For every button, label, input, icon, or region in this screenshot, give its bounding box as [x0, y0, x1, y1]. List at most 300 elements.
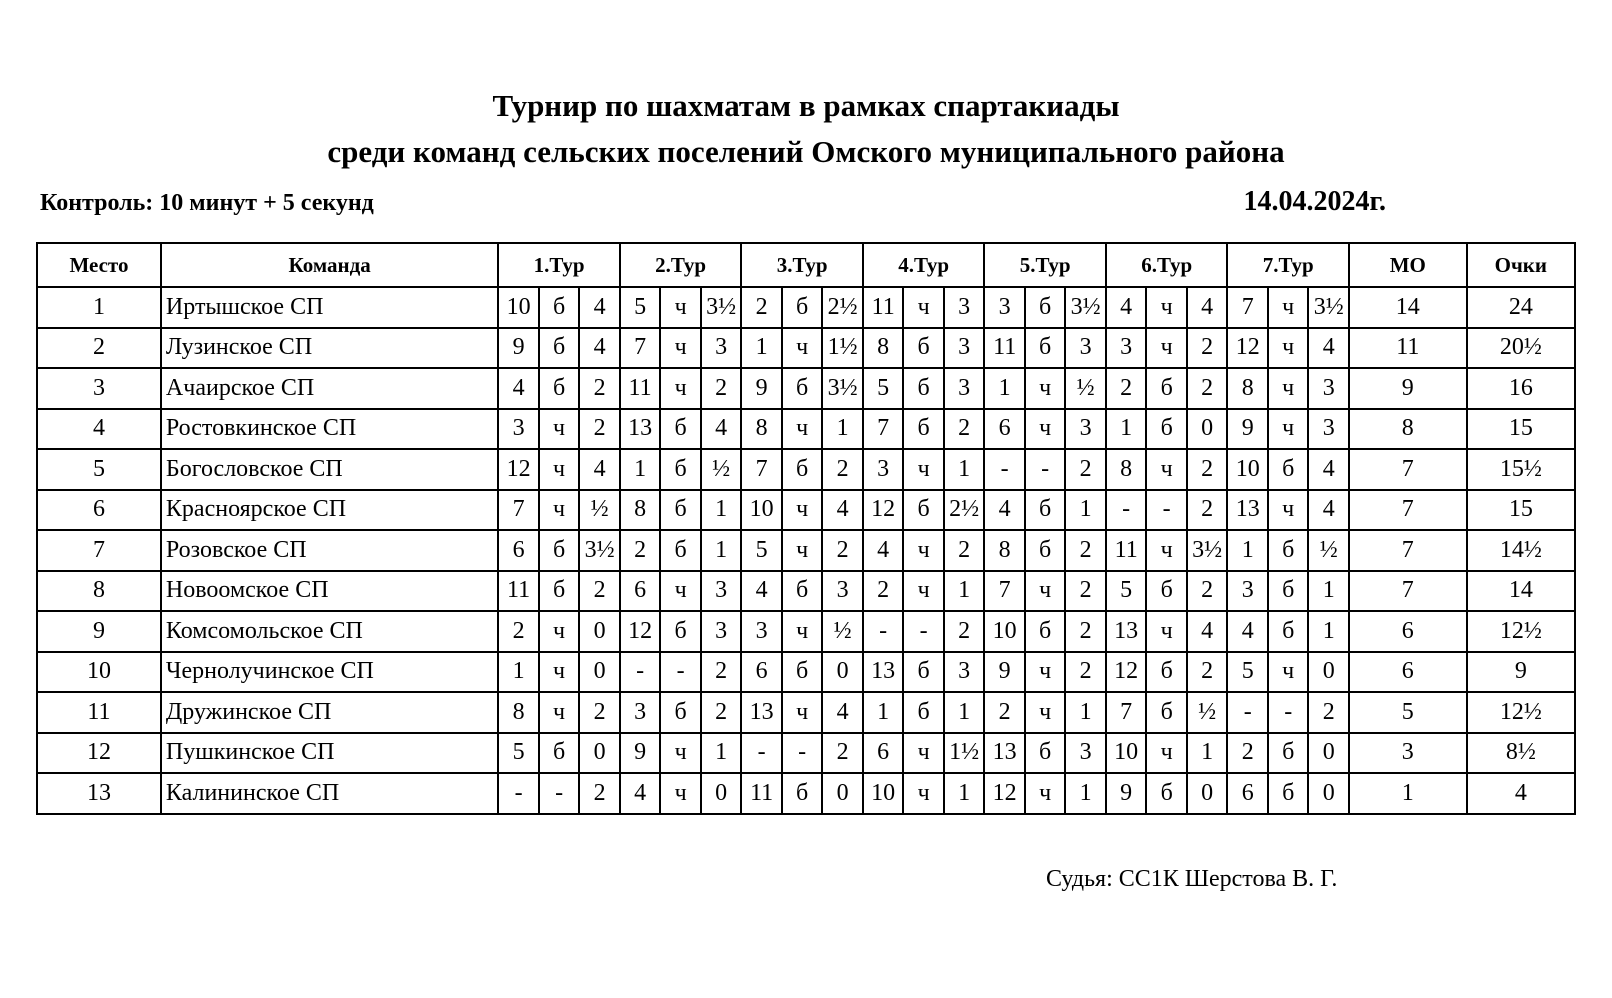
- round-5-color-cell: ч: [1025, 692, 1066, 733]
- round-7-opponent-cell: 1: [1227, 530, 1268, 571]
- round-2-opponent-cell: 1: [620, 449, 661, 490]
- round-2-color-cell: б: [660, 692, 701, 733]
- place-cell: 12: [37, 733, 161, 774]
- round-6-score-cell: 2: [1187, 449, 1228, 490]
- standings-table: [36, 242, 1576, 815]
- mo-cell: 11: [1349, 328, 1467, 369]
- round-6-opponent-cell: 7: [1106, 692, 1147, 733]
- team-name-cell: Калининское СП: [161, 773, 498, 814]
- round-7-color-cell: б: [1268, 571, 1309, 612]
- col-team-header: Команда: [161, 243, 498, 287]
- round-3-color-cell: ч: [782, 409, 823, 450]
- round-6-opponent-cell: 3: [1106, 328, 1147, 369]
- round-5-color-cell: б: [1025, 530, 1066, 571]
- round-1-opponent-cell: 7: [498, 490, 539, 531]
- round-7-color-cell: б: [1268, 611, 1309, 652]
- round-4-color-cell: б: [903, 328, 944, 369]
- round-7-opponent-cell: 9: [1227, 409, 1268, 450]
- round-6-score-cell: ½: [1187, 692, 1228, 733]
- round-3-score-cell: 1½: [822, 328, 863, 369]
- round-3-opponent-cell: 8: [741, 409, 782, 450]
- round-1-color-cell: б: [539, 287, 580, 328]
- time-control: Контроль: 10 минут + 5 секунд: [40, 190, 374, 216]
- round-3-opponent-cell: 7: [741, 449, 782, 490]
- round-7-color-cell: б: [1268, 530, 1309, 571]
- team-name-cell: Чернолучинское СП: [161, 652, 498, 693]
- place-cell: 10: [37, 652, 161, 693]
- table-row: [37, 652, 1575, 693]
- place-cell: 2: [37, 328, 161, 369]
- col-round-1-header: 1.Тур: [498, 243, 620, 287]
- round-7-color-cell: ч: [1268, 368, 1309, 409]
- points-cell: 14½: [1467, 530, 1575, 571]
- round-4-opponent-cell: 6: [863, 733, 904, 774]
- table-row: [37, 368, 1575, 409]
- place-cell: 1: [37, 287, 161, 328]
- round-2-color-cell: ч: [660, 571, 701, 612]
- round-2-color-cell: ч: [660, 368, 701, 409]
- round-1-color-cell: ч: [539, 490, 580, 531]
- round-7-score-cell: 1: [1308, 611, 1349, 652]
- round-5-score-cell: 2: [1065, 611, 1106, 652]
- mo-cell: 14: [1349, 287, 1467, 328]
- round-5-score-cell: 3½: [1065, 287, 1106, 328]
- round-3-opponent-cell: 1: [741, 328, 782, 369]
- round-4-color-cell: б: [903, 652, 944, 693]
- round-5-opponent-cell: 8: [984, 530, 1025, 571]
- round-5-score-cell: 2: [1065, 449, 1106, 490]
- round-1-opponent-cell: 3: [498, 409, 539, 450]
- round-4-opponent-cell: 7: [863, 409, 904, 450]
- team-name-cell: Ростовкинское СП: [161, 409, 498, 450]
- mo-cell: 7: [1349, 449, 1467, 490]
- table-row: [37, 611, 1575, 652]
- round-2-score-cell: 3: [701, 571, 742, 612]
- round-2-opponent-cell: 11: [620, 368, 661, 409]
- round-7-score-cell: 4: [1308, 490, 1349, 531]
- round-6-opponent-cell: 9: [1106, 773, 1147, 814]
- mo-cell: 5: [1349, 692, 1467, 733]
- round-6-color-cell: ч: [1146, 530, 1187, 571]
- round-6-color-cell: -: [1146, 490, 1187, 531]
- table-header-row: [37, 243, 1575, 287]
- round-6-color-cell: б: [1146, 773, 1187, 814]
- round-3-score-cell: ½: [822, 611, 863, 652]
- round-1-score-cell: 2: [579, 692, 620, 733]
- mo-cell: 6: [1349, 611, 1467, 652]
- round-3-color-cell: ч: [782, 490, 823, 531]
- round-6-opponent-cell: 8: [1106, 449, 1147, 490]
- round-3-opponent-cell: 4: [741, 571, 782, 612]
- round-3-opponent-cell: 9: [741, 368, 782, 409]
- round-5-opponent-cell: 11: [984, 328, 1025, 369]
- round-2-opponent-cell: 2: [620, 530, 661, 571]
- round-6-score-cell: 2: [1187, 652, 1228, 693]
- points-cell: 4: [1467, 773, 1575, 814]
- round-4-opponent-cell: 3: [863, 449, 904, 490]
- round-7-color-cell: б: [1268, 449, 1309, 490]
- round-1-score-cell: 4: [579, 328, 620, 369]
- round-6-color-cell: ч: [1146, 449, 1187, 490]
- round-6-color-cell: б: [1146, 652, 1187, 693]
- round-6-opponent-cell: 4: [1106, 287, 1147, 328]
- mo-cell: 3: [1349, 733, 1467, 774]
- round-6-opponent-cell: 2: [1106, 368, 1147, 409]
- round-2-score-cell: 4: [701, 409, 742, 450]
- round-3-opponent-cell: 13: [741, 692, 782, 733]
- round-2-opponent-cell: 13: [620, 409, 661, 450]
- round-4-score-cell: 1: [944, 571, 985, 612]
- round-3-score-cell: 0: [822, 652, 863, 693]
- round-7-opponent-cell: 2: [1227, 733, 1268, 774]
- round-5-opponent-cell: 3: [984, 287, 1025, 328]
- round-5-opponent-cell: 12: [984, 773, 1025, 814]
- col-points-header: Очки: [1467, 243, 1575, 287]
- round-1-score-cell: 2: [579, 368, 620, 409]
- round-3-opponent-cell: 6: [741, 652, 782, 693]
- round-4-score-cell: 2: [944, 530, 985, 571]
- judge-signature: Судья: СС1К Шерстова В. Г.: [1046, 866, 1338, 892]
- round-3-color-cell: б: [782, 368, 823, 409]
- round-2-color-cell: б: [660, 409, 701, 450]
- round-7-opponent-cell: 4: [1227, 611, 1268, 652]
- round-4-opponent-cell: 10: [863, 773, 904, 814]
- round-4-color-cell: б: [903, 368, 944, 409]
- points-cell: 9: [1467, 652, 1575, 693]
- round-2-score-cell: 1: [701, 490, 742, 531]
- round-3-color-cell: б: [782, 652, 823, 693]
- place-cell: 6: [37, 490, 161, 531]
- round-5-score-cell: 3: [1065, 409, 1106, 450]
- points-cell: 12½: [1467, 692, 1575, 733]
- mo-cell: 1: [1349, 773, 1467, 814]
- table-row: [37, 692, 1575, 733]
- round-1-score-cell: 2: [579, 409, 620, 450]
- round-2-score-cell: ½: [701, 449, 742, 490]
- points-cell: 15½: [1467, 449, 1575, 490]
- round-3-opponent-cell: 11: [741, 773, 782, 814]
- round-5-score-cell: 3: [1065, 733, 1106, 774]
- round-1-color-cell: б: [539, 368, 580, 409]
- round-1-opponent-cell: 12: [498, 449, 539, 490]
- round-4-score-cell: 2: [944, 409, 985, 450]
- round-5-opponent-cell: 9: [984, 652, 1025, 693]
- round-2-color-cell: б: [660, 611, 701, 652]
- round-2-color-cell: ч: [660, 773, 701, 814]
- round-4-score-cell: 1½: [944, 733, 985, 774]
- round-6-score-cell: 2: [1187, 490, 1228, 531]
- round-4-color-cell: б: [903, 409, 944, 450]
- round-3-color-cell: б: [782, 449, 823, 490]
- round-6-score-cell: 2: [1187, 571, 1228, 612]
- round-7-opponent-cell: -: [1227, 692, 1268, 733]
- round-7-color-cell: ч: [1268, 490, 1309, 531]
- round-5-score-cell: 2: [1065, 530, 1106, 571]
- round-4-opponent-cell: 11: [863, 287, 904, 328]
- round-5-color-cell: б: [1025, 733, 1066, 774]
- round-1-opponent-cell: 8: [498, 692, 539, 733]
- col-mo-header: МО: [1349, 243, 1467, 287]
- round-6-color-cell: б: [1146, 692, 1187, 733]
- table-row: [37, 328, 1575, 369]
- round-5-opponent-cell: 4: [984, 490, 1025, 531]
- round-4-score-cell: 1: [944, 692, 985, 733]
- round-3-score-cell: 3½: [822, 368, 863, 409]
- round-4-opponent-cell: 8: [863, 328, 904, 369]
- round-6-color-cell: ч: [1146, 733, 1187, 774]
- round-1-opponent-cell: 4: [498, 368, 539, 409]
- points-cell: 16: [1467, 368, 1575, 409]
- round-3-color-cell: б: [782, 773, 823, 814]
- round-1-color-cell: б: [539, 571, 580, 612]
- table-row: [37, 490, 1575, 531]
- mo-cell: 9: [1349, 368, 1467, 409]
- round-6-color-cell: ч: [1146, 287, 1187, 328]
- team-name-cell: Иртышское СП: [161, 287, 498, 328]
- round-2-opponent-cell: 3: [620, 692, 661, 733]
- round-3-score-cell: 0: [822, 773, 863, 814]
- round-3-color-cell: б: [782, 571, 823, 612]
- points-cell: 15: [1467, 490, 1575, 531]
- round-7-color-cell: ч: [1268, 409, 1309, 450]
- round-5-color-cell: б: [1025, 490, 1066, 531]
- round-4-score-cell: 2: [944, 611, 985, 652]
- round-2-opponent-cell: 7: [620, 328, 661, 369]
- round-7-opponent-cell: 8: [1227, 368, 1268, 409]
- round-3-opponent-cell: -: [741, 733, 782, 774]
- round-5-color-cell: б: [1025, 611, 1066, 652]
- round-6-opponent-cell: 11: [1106, 530, 1147, 571]
- mo-cell: 7: [1349, 530, 1467, 571]
- round-5-score-cell: 2: [1065, 571, 1106, 612]
- round-5-opponent-cell: -: [984, 449, 1025, 490]
- team-name-cell: Богословское СП: [161, 449, 498, 490]
- round-5-score-cell: ½: [1065, 368, 1106, 409]
- round-1-color-cell: -: [539, 773, 580, 814]
- team-name-cell: Красноярское СП: [161, 490, 498, 531]
- round-5-score-cell: 3: [1065, 328, 1106, 369]
- round-2-color-cell: б: [660, 449, 701, 490]
- table-row: [37, 773, 1575, 814]
- round-7-opponent-cell: 10: [1227, 449, 1268, 490]
- round-4-score-cell: 1: [944, 449, 985, 490]
- round-4-color-cell: ч: [903, 571, 944, 612]
- round-7-score-cell: 3: [1308, 368, 1349, 409]
- round-7-opponent-cell: 13: [1227, 490, 1268, 531]
- round-6-score-cell: 4: [1187, 611, 1228, 652]
- round-3-score-cell: 4: [822, 692, 863, 733]
- team-name-cell: Пушкинское СП: [161, 733, 498, 774]
- round-7-score-cell: 3: [1308, 409, 1349, 450]
- round-1-color-cell: ч: [539, 409, 580, 450]
- round-4-opponent-cell: 2: [863, 571, 904, 612]
- round-4-color-cell: б: [903, 490, 944, 531]
- col-round-3-header: 3.Тур: [741, 243, 863, 287]
- round-1-score-cell: 3½: [579, 530, 620, 571]
- place-cell: 11: [37, 692, 161, 733]
- table-row: [37, 733, 1575, 774]
- round-1-color-cell: б: [539, 733, 580, 774]
- round-1-score-cell: 2: [579, 571, 620, 612]
- round-5-color-cell: ч: [1025, 773, 1066, 814]
- mo-cell: 7: [1349, 490, 1467, 531]
- round-6-score-cell: 4: [1187, 287, 1228, 328]
- round-6-score-cell: 1: [1187, 733, 1228, 774]
- round-1-score-cell: ½: [579, 490, 620, 531]
- title-line-1: Турнир по шахматам в рамках спартакиады: [492, 88, 1120, 123]
- round-3-color-cell: ч: [782, 692, 823, 733]
- round-6-color-cell: ч: [1146, 611, 1187, 652]
- round-6-opponent-cell: 5: [1106, 571, 1147, 612]
- round-1-opponent-cell: 9: [498, 328, 539, 369]
- round-1-opponent-cell: 2: [498, 611, 539, 652]
- round-3-score-cell: 3: [822, 571, 863, 612]
- round-5-color-cell: б: [1025, 328, 1066, 369]
- round-1-color-cell: б: [539, 328, 580, 369]
- round-7-color-cell: ч: [1268, 287, 1309, 328]
- round-5-opponent-cell: 6: [984, 409, 1025, 450]
- round-1-color-cell: ч: [539, 449, 580, 490]
- round-5-score-cell: 1: [1065, 692, 1106, 733]
- round-5-color-cell: -: [1025, 449, 1066, 490]
- round-3-color-cell: б: [782, 287, 823, 328]
- round-2-opponent-cell: 12: [620, 611, 661, 652]
- round-6-color-cell: б: [1146, 571, 1187, 612]
- round-2-score-cell: 2: [701, 692, 742, 733]
- round-7-opponent-cell: 7: [1227, 287, 1268, 328]
- round-4-color-cell: ч: [903, 773, 944, 814]
- round-1-score-cell: 0: [579, 652, 620, 693]
- round-5-color-cell: ч: [1025, 368, 1066, 409]
- round-6-score-cell: 3½: [1187, 530, 1228, 571]
- round-6-opponent-cell: 13: [1106, 611, 1147, 652]
- round-4-opponent-cell: -: [863, 611, 904, 652]
- round-7-score-cell: 4: [1308, 449, 1349, 490]
- round-3-color-cell: ч: [782, 328, 823, 369]
- round-7-opponent-cell: 3: [1227, 571, 1268, 612]
- round-2-score-cell: 1: [701, 733, 742, 774]
- mo-cell: 7: [1349, 571, 1467, 612]
- points-cell: 24: [1467, 287, 1575, 328]
- round-7-score-cell: 0: [1308, 733, 1349, 774]
- round-4-score-cell: 2½: [944, 490, 985, 531]
- round-1-opponent-cell: 6: [498, 530, 539, 571]
- round-1-opponent-cell: 1: [498, 652, 539, 693]
- round-1-score-cell: 4: [579, 449, 620, 490]
- round-5-opponent-cell: 10: [984, 611, 1025, 652]
- round-4-color-cell: ч: [903, 733, 944, 774]
- place-cell: 7: [37, 530, 161, 571]
- col-place-header: Место: [37, 243, 161, 287]
- round-2-score-cell: 1: [701, 530, 742, 571]
- round-6-opponent-cell: 1: [1106, 409, 1147, 450]
- round-1-score-cell: 0: [579, 611, 620, 652]
- round-3-color-cell: ч: [782, 530, 823, 571]
- round-4-opponent-cell: 5: [863, 368, 904, 409]
- round-6-score-cell: 0: [1187, 409, 1228, 450]
- round-3-score-cell: 2: [822, 733, 863, 774]
- round-1-opponent-cell: 5: [498, 733, 539, 774]
- tournament-date: 14.04.2024г.: [1243, 186, 1386, 217]
- team-name-cell: Новоомское СП: [161, 571, 498, 612]
- round-5-score-cell: 2: [1065, 652, 1106, 693]
- col-round-6-header: 6.Тур: [1106, 243, 1228, 287]
- round-2-opponent-cell: 6: [620, 571, 661, 612]
- round-7-score-cell: 0: [1308, 773, 1349, 814]
- round-2-color-cell: -: [660, 652, 701, 693]
- mo-cell: 6: [1349, 652, 1467, 693]
- round-7-score-cell: 3½: [1308, 287, 1349, 328]
- round-4-score-cell: 1: [944, 773, 985, 814]
- round-3-score-cell: 2: [822, 530, 863, 571]
- round-7-score-cell: 0: [1308, 652, 1349, 693]
- place-cell: 5: [37, 449, 161, 490]
- round-3-score-cell: 4: [822, 490, 863, 531]
- round-4-color-cell: ч: [903, 449, 944, 490]
- points-cell: 14: [1467, 571, 1575, 612]
- round-1-opponent-cell: 11: [498, 571, 539, 612]
- round-6-opponent-cell: 12: [1106, 652, 1147, 693]
- round-5-opponent-cell: 1: [984, 368, 1025, 409]
- round-4-score-cell: 3: [944, 328, 985, 369]
- round-7-color-cell: ч: [1268, 652, 1309, 693]
- round-2-opponent-cell: -: [620, 652, 661, 693]
- round-2-score-cell: 3: [701, 611, 742, 652]
- round-2-opponent-cell: 4: [620, 773, 661, 814]
- table-row: [37, 530, 1575, 571]
- round-7-color-cell: -: [1268, 692, 1309, 733]
- round-7-color-cell: ч: [1268, 328, 1309, 369]
- col-round-2-header: 2.Тур: [620, 243, 742, 287]
- place-cell: 9: [37, 611, 161, 652]
- table-row: [37, 449, 1575, 490]
- round-6-score-cell: 2: [1187, 368, 1228, 409]
- col-round-7-header: 7.Тур: [1227, 243, 1349, 287]
- round-5-color-cell: б: [1025, 287, 1066, 328]
- points-cell: 8½: [1467, 733, 1575, 774]
- round-1-color-cell: б: [539, 530, 580, 571]
- place-cell: 8: [37, 571, 161, 612]
- round-2-color-cell: ч: [660, 733, 701, 774]
- round-4-opponent-cell: 1: [863, 692, 904, 733]
- round-7-opponent-cell: 5: [1227, 652, 1268, 693]
- round-4-score-cell: 3: [944, 368, 985, 409]
- round-2-color-cell: ч: [660, 328, 701, 369]
- round-5-opponent-cell: 2: [984, 692, 1025, 733]
- place-cell: 4: [37, 409, 161, 450]
- team-name-cell: Комсомольское СП: [161, 611, 498, 652]
- round-3-opponent-cell: 5: [741, 530, 782, 571]
- round-7-opponent-cell: 12: [1227, 328, 1268, 369]
- round-2-opponent-cell: 8: [620, 490, 661, 531]
- place-cell: 3: [37, 368, 161, 409]
- round-1-opponent-cell: 10: [498, 287, 539, 328]
- round-4-score-cell: 3: [944, 652, 985, 693]
- round-2-score-cell: 2: [701, 368, 742, 409]
- round-1-score-cell: 4: [579, 287, 620, 328]
- round-4-color-cell: -: [903, 611, 944, 652]
- col-round-5-header: 5.Тур: [984, 243, 1106, 287]
- round-3-score-cell: 1: [822, 409, 863, 450]
- round-7-score-cell: 2: [1308, 692, 1349, 733]
- round-7-color-cell: б: [1268, 733, 1309, 774]
- round-2-color-cell: ч: [660, 287, 701, 328]
- round-2-score-cell: 2: [701, 652, 742, 693]
- round-5-opponent-cell: 7: [984, 571, 1025, 612]
- round-2-score-cell: 3½: [701, 287, 742, 328]
- round-3-color-cell: -: [782, 733, 823, 774]
- round-5-opponent-cell: 13: [984, 733, 1025, 774]
